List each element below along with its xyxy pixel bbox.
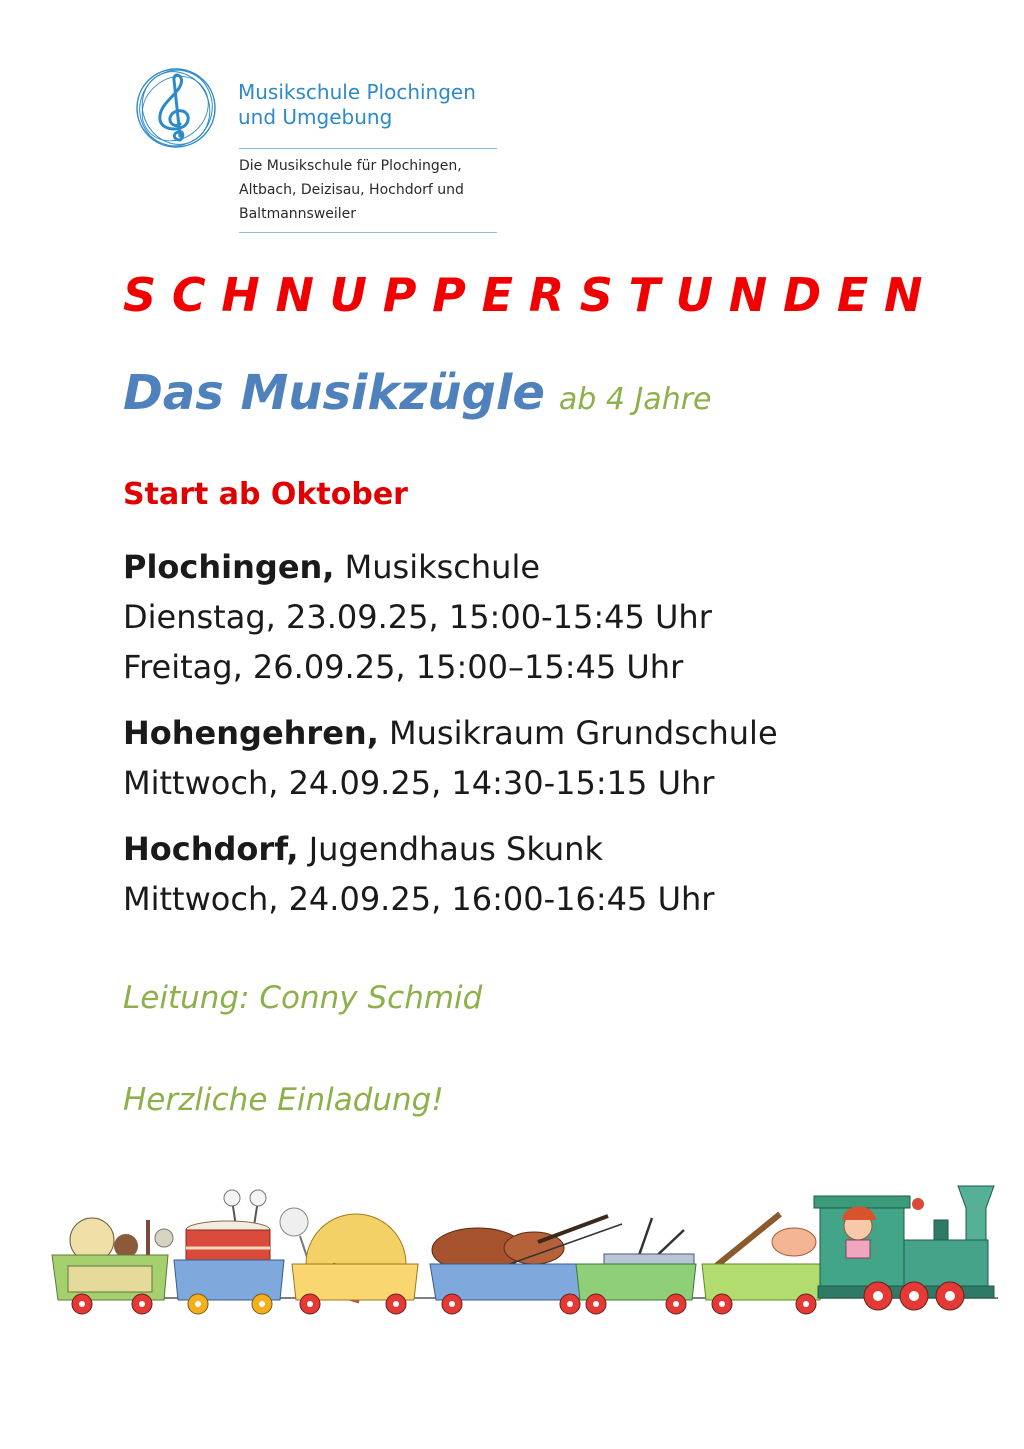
subtitle-title: Das Musikzügle <box>123 365 545 421</box>
wagon-green-recorder <box>702 1214 824 1314</box>
venue-place: Jugendhaus Skunk <box>308 830 603 868</box>
logo-desc-line1: Die Musikschule für Plochingen, <box>239 158 462 174</box>
venue-date: Mittwoch, 24.09.25, 16:00-16:45 Uhr <box>123 880 715 918</box>
venue-list <box>123 542 778 940</box>
venue-hohengehren <box>123 708 778 808</box>
venue-place: Musikschule <box>344 548 541 586</box>
logo-name <box>238 80 476 130</box>
logo-name-line1: Musikschule Plochingen <box>238 80 476 104</box>
venue-name: Hohengehren, <box>123 714 379 752</box>
wagon-green-xylophone <box>576 1218 696 1314</box>
venue-name: Plochingen, <box>123 548 335 586</box>
venue-plochingen <box>123 542 778 692</box>
wagon-green-instruments <box>52 1218 173 1314</box>
subtitle-age: ab 4 Jahre <box>558 382 712 417</box>
logo-name-line2: und Umgebung <box>238 105 393 129</box>
venue-date: Mittwoch, 24.09.25, 14:30-15:15 Uhr <box>123 764 715 802</box>
logo-divider-bottom <box>239 232 497 233</box>
treble-clef-icon <box>134 66 218 150</box>
venue-date: Freitag, 26.09.25, 15:00–15:45 Uhr <box>123 648 684 686</box>
venue-hochdorf <box>123 824 778 924</box>
logo-divider <box>239 148 497 149</box>
venue-heading <box>123 824 778 874</box>
venue-heading <box>123 708 778 758</box>
logo-desc-line3: Baltmannsweiler <box>239 206 357 222</box>
venue-name: Hochdorf, <box>123 830 299 868</box>
start-note: Start ab Oktober <box>123 477 408 512</box>
logo-desc-line2: Altbach, Deizisau, Hochdorf und <box>239 182 464 198</box>
leitung-note: Leitung: Conny Schmid <box>123 980 483 1016</box>
locomotive-with-child <box>814 1186 994 1310</box>
venue-place: Musikraum Grundschule <box>389 714 778 752</box>
music-train-illustration <box>48 1180 1008 1330</box>
subtitle <box>123 365 712 421</box>
invitation-note: Herzliche Einladung! <box>123 1082 444 1118</box>
venue-date: Dienstag, 23.09.25, 15:00-15:45 Uhr <box>123 598 712 636</box>
logo <box>134 66 504 238</box>
wagon-yellow-cymbal <box>280 1208 418 1314</box>
wagon-blue-drum <box>174 1190 284 1314</box>
headline: SCHNUPPERSTUNDEN <box>123 268 939 322</box>
venue-heading <box>123 542 778 592</box>
logo-description <box>239 154 464 226</box>
